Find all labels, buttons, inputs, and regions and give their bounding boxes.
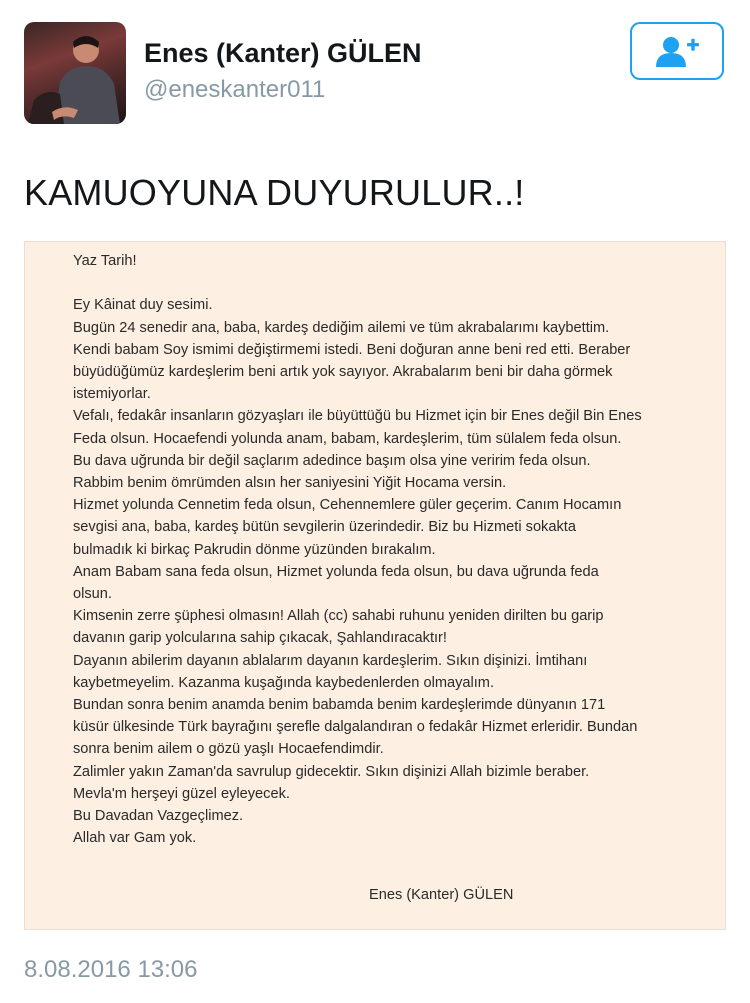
- letter-line: olsun.: [73, 586, 112, 603]
- letter-line: Dayanın abilerim dayanın ablalarım dayanın kardeşlerim. Sıkın dişinizi. İmtihanı: [73, 652, 588, 669]
- profile-photo: [24, 22, 126, 124]
- letter-line: bulmadık ki birkaç Pakrudin dönme yüzünden bırakalım.: [73, 541, 436, 558]
- letter-line: sonra benim ailem o gözü yaşlı Hocaefendimdir.: [73, 741, 384, 758]
- letter-line: davanın garip yolcularına sahip çıkacak, Şahlandıracaktır!: [73, 630, 447, 647]
- tweet-timestamp[interactable]: 8.08.2016 13:06: [24, 956, 198, 983]
- letter-line: Bu Davadan Vazgeçlimez.: [73, 808, 244, 825]
- letter-line: Feda olsun. Hocaefendi yolunda anam, babam, kardeşlerim, tüm sülalem feda olsun.: [73, 430, 622, 447]
- user-handle[interactable]: @eneskanter011: [144, 76, 326, 103]
- letter-line: Rabbim benim ömrümden alsın her saniyesini Yiğit Hocama versin.: [73, 475, 507, 492]
- letter-line: Anam Babam sana feda olsun, Hizmet yolunda feda olsun, bu dava uğrunda feda: [73, 563, 599, 580]
- letter-line: Ey Kâinat duy sesimi.: [73, 297, 213, 314]
- letter-line: büyüdüğümüz kardeşlerim beni artık yok sayıyor. Akrabalarım beni bir daha görmek: [73, 364, 613, 380]
- tweet-text: KAMUOYUNA DUYURULUR..!: [24, 172, 525, 213]
- letter-line: Vefalı, fedakâr insanların gözyaşları ile büyüttüğü bu Hizmet için bir Enes değil Bin Enes: [73, 408, 642, 425]
- letter-line: Allah var Gam yok.: [73, 830, 197, 847]
- letter-line: kaybetmeyelim. Kazanma kuşağında kaybedenlerden olmayalım.: [73, 674, 495, 691]
- letter-line: sevgisi ana, baba, kardeş bütün sevgilerin üzerindedir. Biz bu Hizmeti sokakta: [73, 519, 576, 536]
- letter-signature: Enes (Kanter) GÜLEN: [369, 886, 514, 903]
- avatar[interactable]: [24, 22, 126, 124]
- letter-line: istemiyorlar.: [73, 386, 151, 403]
- add-user-icon: [654, 35, 700, 67]
- display-name[interactable]: Enes (Kanter) GÜLEN: [144, 38, 422, 68]
- letter-line: Bugün 24 senedir ana, baba, kardeş dediğim ailemi ve tüm akrabalarımı kaybettim.: [73, 319, 610, 336]
- letter-line: Hizmet yolunda Cennetim feda olsun, Cehennemlere güler geçerim. Canım Hocamın: [73, 497, 622, 514]
- letter-body: [73, 294, 705, 849]
- letter-line: Zalimler yakın Zaman'da savrulup gidecektir. Sıkın dişinizi Allah bizimle beraber.: [73, 763, 590, 780]
- follow-button[interactable]: [630, 22, 724, 80]
- letter-line: Kendi babam Soy ismimi değiştirmemi istedi. Beni doğuran anne beni red etti. Beraber: [73, 341, 631, 358]
- letter-image[interactable]: [24, 241, 726, 930]
- letter-line: küsür ülkesinde Türk bayrağını şerefle dalgalandıran o fedakâr Hizmet erleridir. Bundan: [73, 719, 638, 736]
- letter-line: Mevla'm herşeyi güzel eyleyecek.: [73, 785, 290, 802]
- letter-line: Kimsenin zerre şüphesi olmasın! Allah (cc) sahabi ruhunu yeniden dirilten bu garip: [73, 608, 604, 625]
- letter-greeting: Yaz Tarih!: [73, 253, 137, 269]
- letter-line: Bundan sonra benim anamda benim babamda benim kardeşlerimde dünyanın 171: [73, 697, 606, 714]
- letter-line: Bu dava uğrunda bir değil saçlarım adedince başım olsa yine veririm feda olsun.: [73, 452, 591, 469]
